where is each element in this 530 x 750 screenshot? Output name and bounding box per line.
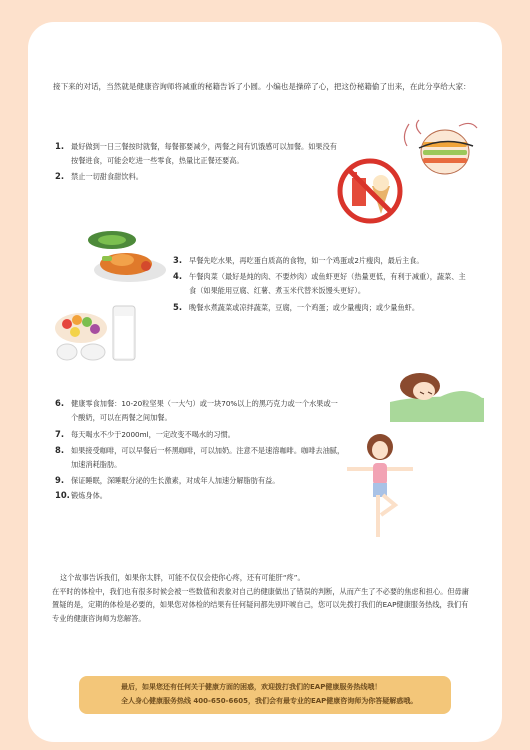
tip-number: 6. (55, 398, 65, 408)
tip-item-1 (55, 140, 340, 167)
tip-number: 4. (173, 271, 183, 281)
intro-paragraph: 接下来的对话，当然就是健康咨询师将减重的秘籍告诉了小圆。小编也是操碎了心，把这份秘籍偷了出来，在此分享给大家： (53, 82, 471, 91)
fruit-milk-icon (53, 302, 141, 364)
hotline-line-1: 最后，如果您还有任何关于健康方面的困惑，欢迎拨打我们的EAP健康服务热线哦！ (121, 683, 382, 691)
tip-number: 10. (55, 490, 70, 500)
tip-number: 2. (55, 171, 65, 181)
tip-number: 7. (55, 429, 65, 439)
tip-number: 3. (173, 255, 183, 265)
tip-item-10 (55, 489, 345, 503)
hotline-banner (79, 676, 451, 714)
tip-text: 健康零食加餐：10-20粒坚果（一大勺）或一块70%以上的黑巧克力或一个水果或一个酸奶，可以在两餐之间加餐。 (71, 399, 338, 422)
no-junk-food-icon (334, 156, 406, 226)
tip-text: 午餐肉菜（最好是炖的肉、不要炒肉）或鱼虾更好（热量更低，有利于减重），蔬菜、主食（如果能用豆腐、红薯、煮玉米代替米饭馒头更好）。 (189, 272, 466, 295)
tip-item-8 (55, 444, 345, 471)
tip-text: 保证睡眠，深睡眠分泌的生长激素，对成年人加速分解脂肪有益。 (71, 476, 280, 485)
tip-item-2 (55, 170, 340, 184)
tip-number: 1. (55, 141, 65, 151)
tip-item-9 (55, 474, 345, 488)
tip-text: 最好做到一日三餐按时就餐，每餐都要减少，两餐之间有饥饿感可以加餐。如果没有按餐进食，可能会吃进一些零食，热量比正餐还要高。 (71, 142, 337, 165)
tip-number: 9. (55, 475, 65, 485)
tip-item-7 (55, 428, 345, 442)
tip-item-4 (173, 270, 468, 297)
sleeping-girl-icon (384, 364, 488, 424)
measuring-waist-icon (399, 116, 483, 184)
tip-item-5 (173, 301, 468, 315)
tip-text: 早餐先吃水果，再吃蛋白质高的食物，如一个鸡蛋或2片瘦肉，最后主食。 (189, 256, 424, 265)
story-section (52, 571, 472, 625)
yoga-girl-icon (345, 433, 415, 543)
tip-number: 8. (55, 445, 65, 455)
tip-item-6 (55, 397, 345, 424)
story-line-1: 这个故事告诉我们，如果你太胖，可能不仅仅会使你心疼，还有可能肝“疼”。 (60, 573, 305, 582)
tip-number: 5. (173, 302, 183, 312)
tip-text: 每天喝水不少于2000ml，一定改变不喝水的习惯。 (71, 430, 235, 439)
tip-text: 锻炼身体。 (71, 491, 107, 500)
tip-item-3 (173, 254, 473, 268)
meal-plate-icon (84, 226, 170, 286)
story-line-2: 在平时的体检中，我们也有很多时候会被一些数值和表象对自己的健康做出了错误的判断，从而产生了不必要的焦虑和担心。但毋庸置疑的是，定期的体检是必要的，如果您对体检的结果有任何疑问都先别吓唬自己，您可以先拨打我们的EAP健康服务热线，我们有专业的健康咨询师为您解答。 (52, 586, 469, 623)
hotline-line-2: 全人身心健康服务热线 400-650-6605，我们会有最专业的EAP健康咨询师为你答疑解惑哦。 (121, 697, 418, 705)
tip-text: 如果接受咖啡，可以早餐后一杯黑咖啡，可以加奶。注意不是速溶咖啡。咖啡去油腻，加速消耗脂肪。 (71, 446, 345, 469)
tip-text: 晚餐水煮蔬菜或凉拌蔬菜，豆腐，一个鸡蛋；或少量瘦肉；或少量鱼虾。 (189, 303, 420, 312)
tip-text: 禁止一切甜食甜饮料。 (71, 172, 143, 181)
